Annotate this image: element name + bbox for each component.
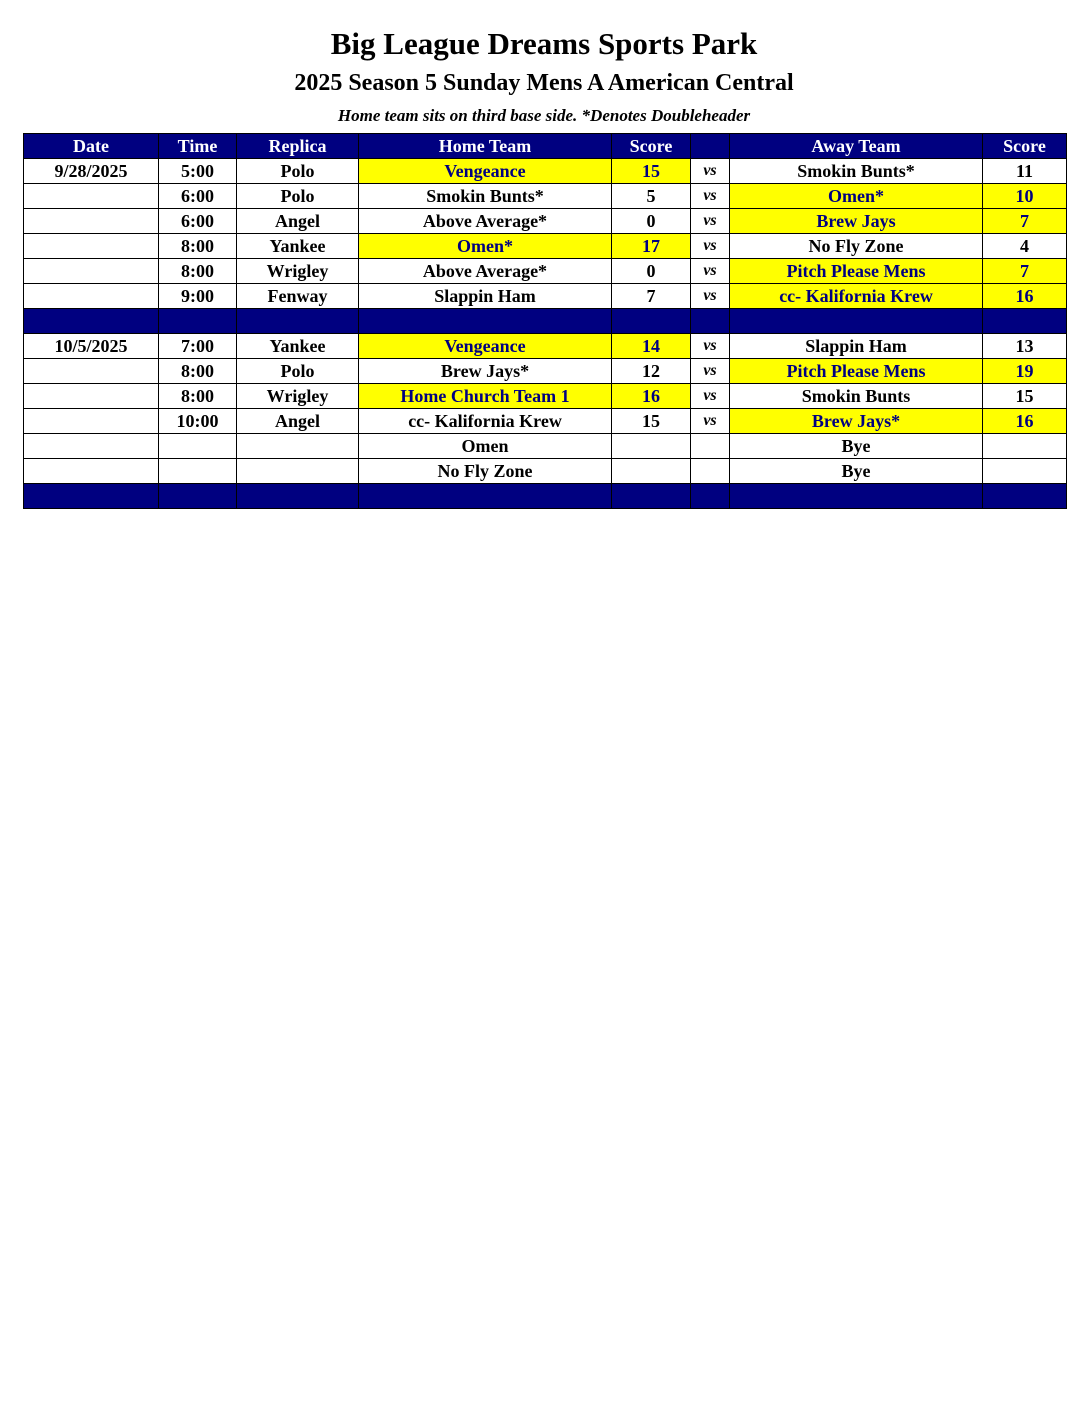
- cell-home-team: cc- Kalifornia Krew: [359, 409, 612, 434]
- cell-away-team: cc- Kalifornia Krew: [730, 284, 983, 309]
- cell-replica: Polo: [237, 159, 359, 184]
- cell-home-score: [612, 459, 691, 484]
- table-header-row: [24, 134, 1067, 159]
- cell-time: 6:00: [159, 209, 237, 234]
- cell-time: 8:00: [159, 384, 237, 409]
- cell-home-team: No Fly Zone: [359, 459, 612, 484]
- cell-away-score: [983, 434, 1067, 459]
- cell-date: 9/28/2025: [24, 159, 159, 184]
- cell-time: 8:00: [159, 259, 237, 284]
- cell-replica: Polo: [237, 359, 359, 384]
- cell-home-team: Vengeance: [359, 159, 612, 184]
- spacer-cell: [24, 484, 159, 509]
- cell-vs: vs: [691, 159, 730, 184]
- cell-away-team: Pitch Please Mens: [730, 259, 983, 284]
- spacer-cell: [730, 309, 983, 334]
- cell-replica: Angel: [237, 409, 359, 434]
- cell-time: 5:00: [159, 159, 237, 184]
- page-title: Big League Dreams Sports Park: [330, 26, 758, 61]
- cell-date: [24, 359, 159, 384]
- cell-date: [24, 384, 159, 409]
- cell-time: [159, 434, 237, 459]
- cell-time: 10:00: [159, 409, 237, 434]
- cell-time: 9:00: [159, 284, 237, 309]
- cell-home-score: 0: [612, 209, 691, 234]
- cell-time: 7:00: [159, 334, 237, 359]
- table-row: [24, 334, 1067, 359]
- spacer-cell: [359, 309, 612, 334]
- cell-away-score: 19: [983, 359, 1067, 384]
- cell-away-score: 11: [983, 159, 1067, 184]
- table-spacer-row: [24, 309, 1067, 334]
- table-row: [24, 234, 1067, 259]
- cell-time: 6:00: [159, 184, 237, 209]
- cell-home-score: 15: [612, 159, 691, 184]
- spacer-cell: [983, 309, 1067, 334]
- column-header-away-team: Away Team: [730, 134, 983, 159]
- table-row: [24, 284, 1067, 309]
- spacer-cell: [237, 309, 359, 334]
- spacer-cell: [612, 309, 691, 334]
- cell-date: [24, 209, 159, 234]
- cell-time: [159, 459, 237, 484]
- cell-replica: Fenway: [237, 284, 359, 309]
- cell-away-team: Smokin Bunts: [730, 384, 983, 409]
- cell-vs: vs: [691, 259, 730, 284]
- column-header-replica: Replica: [237, 134, 359, 159]
- column-header-date: Date: [24, 134, 159, 159]
- cell-home-score: 15: [612, 409, 691, 434]
- spacer-cell: [730, 484, 983, 509]
- spacer-cell: [237, 484, 359, 509]
- table-row: [24, 159, 1067, 184]
- table-row: [24, 409, 1067, 434]
- cell-vs: vs: [691, 384, 730, 409]
- schedule-table: [23, 133, 1067, 509]
- cell-vs: vs: [691, 184, 730, 209]
- column-header-away-score: Score: [983, 134, 1067, 159]
- cell-replica: Polo: [237, 184, 359, 209]
- cell-away-team: Bye: [730, 434, 983, 459]
- cell-away-score: 7: [983, 209, 1067, 234]
- spacer-cell: [24, 309, 159, 334]
- cell-vs: vs: [691, 234, 730, 259]
- spacer-cell: [159, 309, 237, 334]
- spacer-cell: [612, 484, 691, 509]
- table-spacer-row: [24, 484, 1067, 509]
- cell-date: [24, 409, 159, 434]
- cell-time: 8:00: [159, 359, 237, 384]
- cell-vs: vs: [691, 209, 730, 234]
- cell-away-score: 16: [983, 409, 1067, 434]
- schedule-note: Home team sits on third base side. *Denotes Doubleheader: [337, 106, 751, 125]
- cell-away-team: No Fly Zone: [730, 234, 983, 259]
- schedule-body: [24, 159, 1067, 509]
- cell-replica: Angel: [237, 209, 359, 234]
- cell-home-team: Smokin Bunts*: [359, 184, 612, 209]
- column-header-time: Time: [159, 134, 237, 159]
- table-row: [24, 359, 1067, 384]
- cell-time: 8:00: [159, 234, 237, 259]
- cell-away-team: Pitch Please Mens: [730, 359, 983, 384]
- cell-home-score: 5: [612, 184, 691, 209]
- cell-vs: vs: [691, 284, 730, 309]
- cell-home-team: Omen*: [359, 234, 612, 259]
- cell-away-score: 15: [983, 384, 1067, 409]
- table-row: [24, 259, 1067, 284]
- cell-vs: vs: [691, 409, 730, 434]
- cell-away-team: Omen*: [730, 184, 983, 209]
- cell-away-score: 16: [983, 284, 1067, 309]
- cell-home-team: Omen: [359, 434, 612, 459]
- cell-home-score: 14: [612, 334, 691, 359]
- cell-home-team: Home Church Team 1: [359, 384, 612, 409]
- cell-replica: [237, 459, 359, 484]
- cell-replica: Wrigley: [237, 259, 359, 284]
- cell-home-score: [612, 434, 691, 459]
- table-row: [24, 459, 1067, 484]
- cell-home-score: 0: [612, 259, 691, 284]
- cell-replica: Yankee: [237, 334, 359, 359]
- cell-home-team: Above Average*: [359, 209, 612, 234]
- cell-date: [24, 459, 159, 484]
- cell-home-score: 17: [612, 234, 691, 259]
- cell-away-team: Smokin Bunts*: [730, 159, 983, 184]
- cell-home-team: Above Average*: [359, 259, 612, 284]
- table-row: [24, 434, 1067, 459]
- spacer-cell: [983, 484, 1067, 509]
- cell-home-score: 7: [612, 284, 691, 309]
- cell-date: [24, 234, 159, 259]
- table-row: [24, 184, 1067, 209]
- table-row: [24, 209, 1067, 234]
- cell-home-team: Vengeance: [359, 334, 612, 359]
- cell-home-team: Slappin Ham: [359, 284, 612, 309]
- column-header-home-score: Score: [612, 134, 691, 159]
- cell-date: [24, 284, 159, 309]
- table-row: [24, 384, 1067, 409]
- cell-away-team: Brew Jays: [730, 209, 983, 234]
- cell-date: 10/5/2025: [24, 334, 159, 359]
- cell-date: [24, 434, 159, 459]
- cell-away-score: 13: [983, 334, 1067, 359]
- cell-away-score: 10: [983, 184, 1067, 209]
- cell-vs: [691, 459, 730, 484]
- cell-away-score: 4: [983, 234, 1067, 259]
- cell-home-score: 12: [612, 359, 691, 384]
- cell-date: [24, 259, 159, 284]
- spacer-cell: [359, 484, 612, 509]
- cell-replica: Yankee: [237, 234, 359, 259]
- cell-away-team: Bye: [730, 459, 983, 484]
- cell-replica: Wrigley: [237, 384, 359, 409]
- column-header-vs: [691, 134, 730, 159]
- cell-away-team: Slappin Ham: [730, 334, 983, 359]
- spacer-cell: [159, 484, 237, 509]
- spacer-cell: [691, 484, 730, 509]
- cell-away-score: 7: [983, 259, 1067, 284]
- cell-vs: vs: [691, 359, 730, 384]
- cell-away-team: Brew Jays*: [730, 409, 983, 434]
- cell-home-score: 16: [612, 384, 691, 409]
- page-subtitle: 2025 Season 5 Sunday Mens A American Central: [294, 70, 794, 96]
- column-header-home-team: Home Team: [359, 134, 612, 159]
- cell-replica: [237, 434, 359, 459]
- spacer-cell: [691, 309, 730, 334]
- cell-vs: vs: [691, 334, 730, 359]
- cell-date: [24, 184, 159, 209]
- cell-home-team: Brew Jays*: [359, 359, 612, 384]
- cell-away-score: [983, 459, 1067, 484]
- cell-vs: [691, 434, 730, 459]
